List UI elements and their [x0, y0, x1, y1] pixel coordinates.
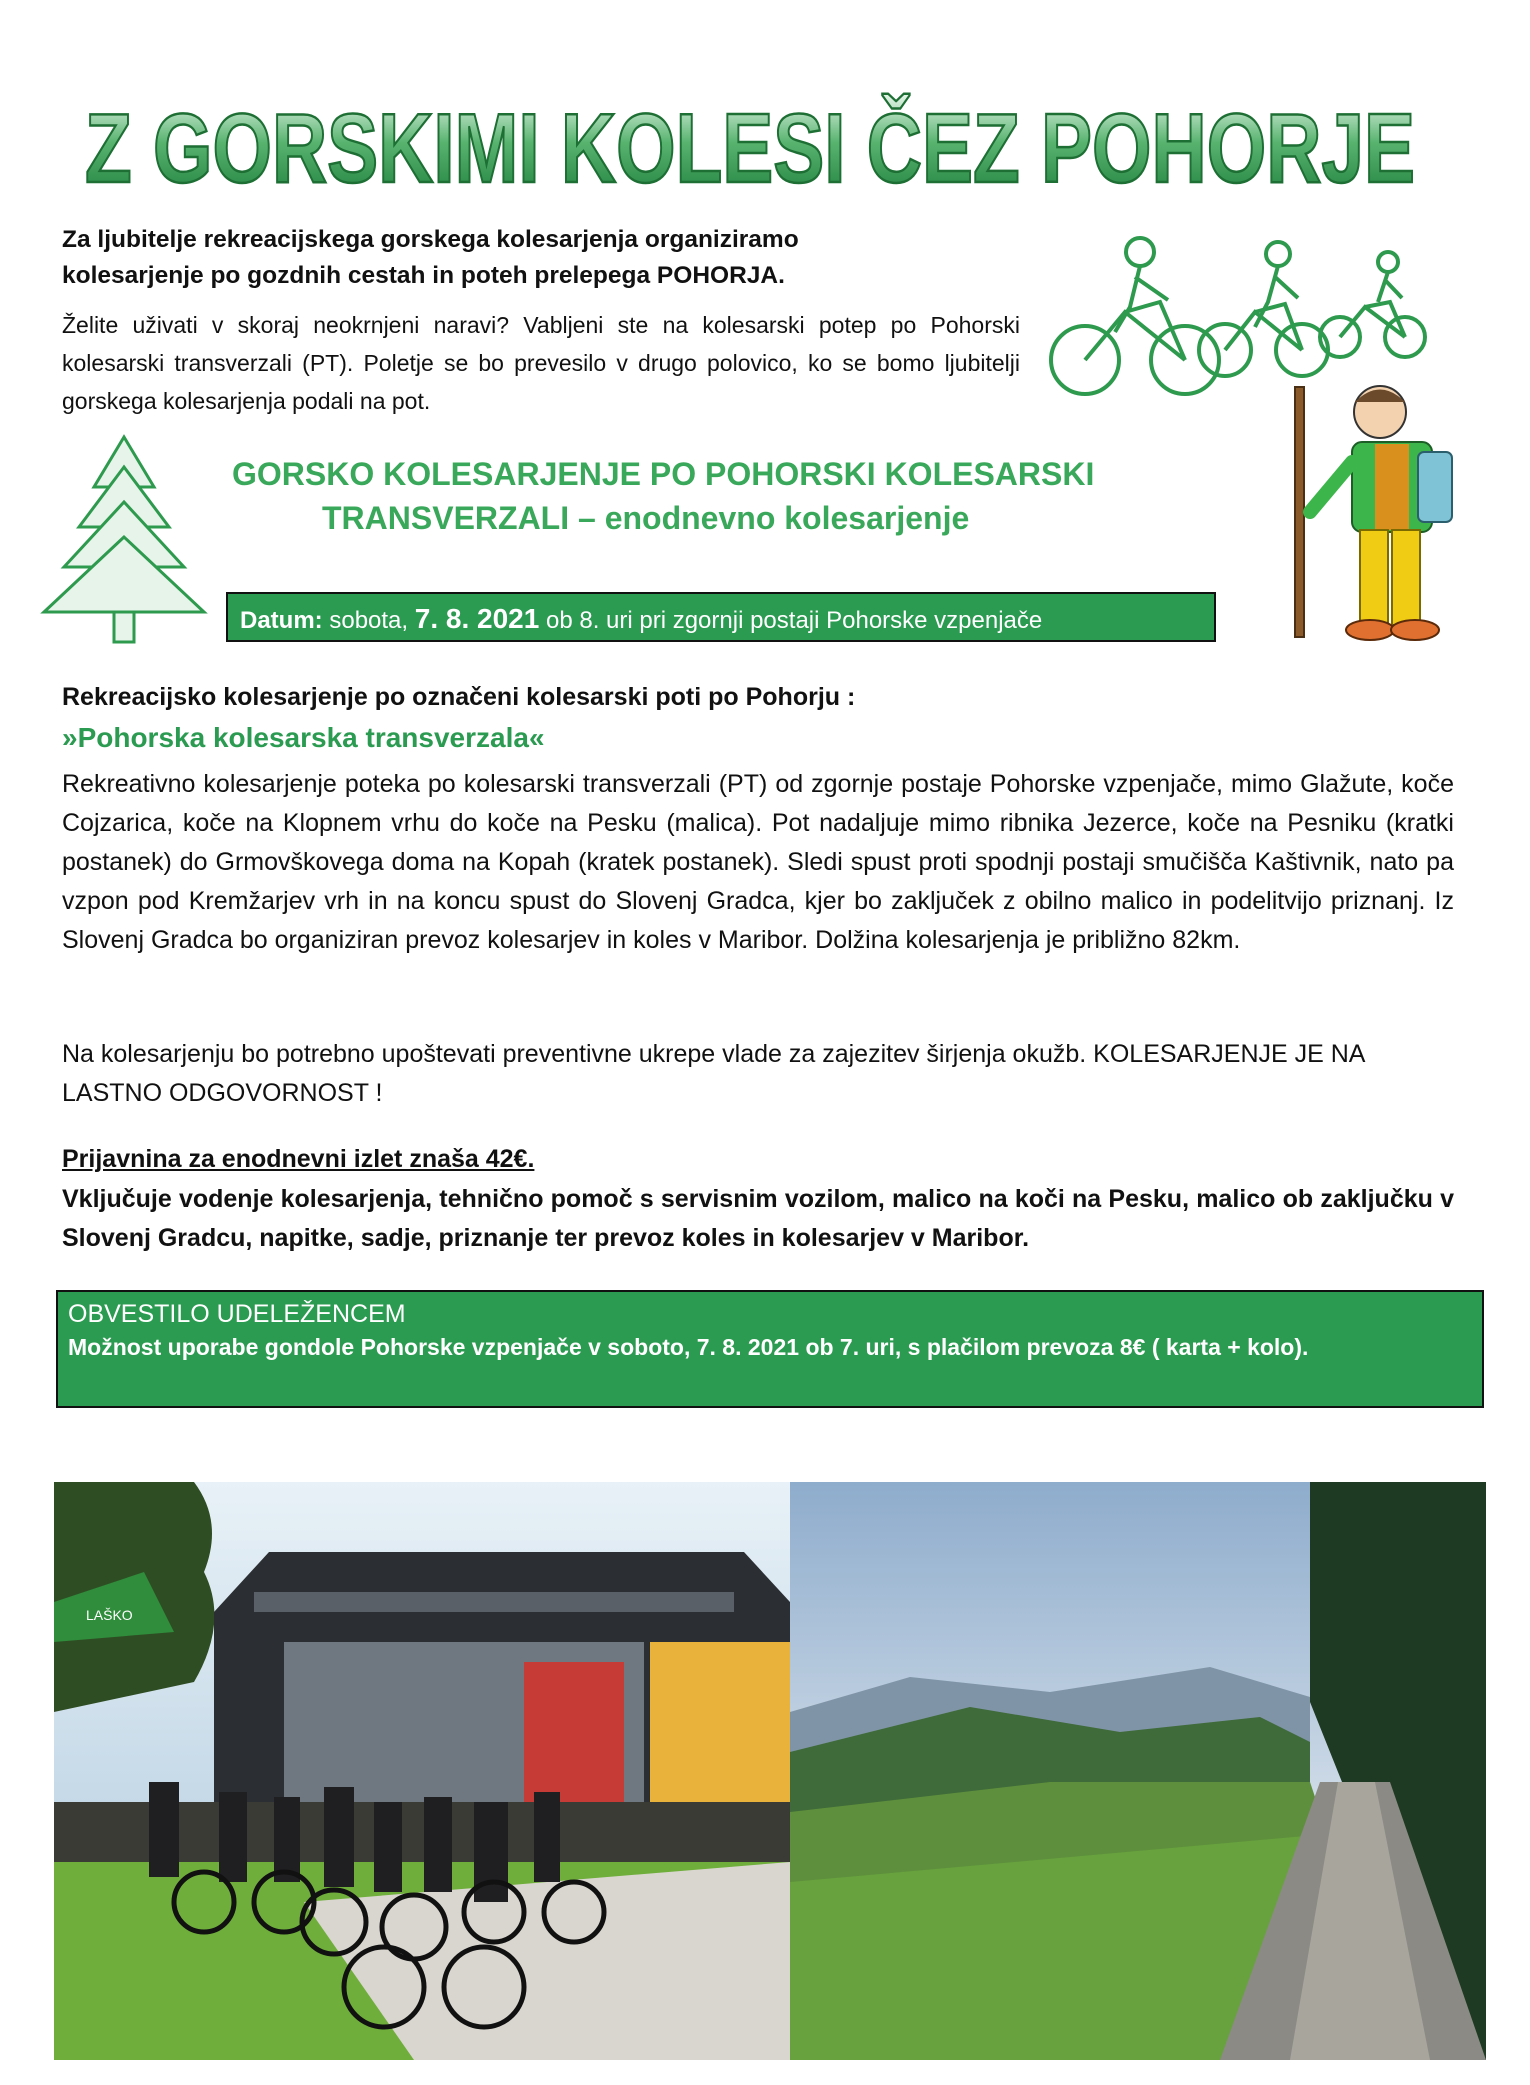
event-heading-line-1: GORSKO KOLESARJENJE PO POHORSKI KOLESARSKI: [232, 456, 1095, 492]
date-rest: ob 8. uri pri zgornji postaji Pohorske vzpenjače: [545, 607, 1043, 634]
notice-box: [56, 1290, 1484, 1408]
safety-note: Na kolesarjenju bo potrebno upoštevati preventivne ukrepe vlade za zajezitev širjenja okužb. KOLESARJENJE JE NA LASTNO ODGOVORNOST !: [62, 1040, 1365, 1107]
intro-bold-line-1: Za ljubitelje rekreacijskega gorskega kolesarjenja organiziramo: [62, 226, 799, 253]
event-heading: [232, 452, 1272, 540]
route-heading: Rekreacijsko kolesarjenje po označeni kolesarski poti po Pohorju :: [62, 683, 856, 711]
route-description: Rekreativno kolesarjenje poteka po kolesarski transverzali (PT) od zgornje postaje Pohorske vzpenjače, mimo Glažute, koče Cojzarica, koče na Klopnem vrhu do koče na Pesku (malica). Pot nadaljuje mimo ribnika Jezerce, koče na Pesniku (kratki postanek) do Grmovškovega doma na Kopah (kratek postanek). Sledi spust proti spodnji postaji smučišča Kaštivnik, nato pa vzpon pod Kremžarjev vrh in na koncu spust do Slovenj Gradca, kjer bo zaključek z obilno malico in podelitvijo priznanj. Iz Slovenj Gradca bo organiziran prevoz kolesarjev in koles v Maribor. Dolžina kolesarjenja je približno 82km.: [62, 770, 1454, 954]
svg-text:LAŠKO: LAŠKO: [86, 1607, 133, 1623]
notice-text: Možnost uporabe gondole Pohorske vzpenjače v soboto, 7. 8. 2021 ob 7. uri, s plačilom prevoza 8€ ( karta + kolo).: [68, 1334, 1309, 1360]
hiker-illustration: [1270, 372, 1470, 652]
fee-heading: Prijavnina za enodnevni izlet znaša 42€.: [62, 1145, 535, 1173]
date-day: sobota,: [329, 607, 409, 634]
photo-landscape-road: [790, 1482, 1486, 2060]
intro-paragraph: Želite uživati v skoraj neokrnjeni naravi? Vabljeni ste na kolesarski potep po Pohorski kolesarski transverzali (PT). Poletje se bo prevesilo v drugo polovico, ko se bomo ljubitelji gorskega kolesarjenja podali na pot.: [62, 312, 1020, 414]
intro-bold-line-2: kolesarjenje po gozdnih cestah in poteh prelepega POHORJA.: [62, 262, 785, 289]
date-value: 7. 8. 2021: [414, 603, 540, 634]
main-title: [70, 92, 1430, 212]
date-label: Datum:: [240, 607, 323, 634]
tree-illustration: [34, 432, 214, 650]
date-box: [226, 592, 1216, 642]
event-heading-line-2: TRANSVERZALI – enodnevno kolesarjenje: [322, 500, 970, 536]
fee-description: Vključuje vodenje kolesarjenja, tehnično pomoč s servisnim vozilom, malico na koči na Pesku, malico ob zaključku v Slovenj Gradcu, napitke, sadje, priznanje ter prevoz koles in kolesarjev v Maribor.: [62, 1185, 1454, 1252]
photo-gondola-station: [54, 1482, 790, 2060]
svg-text:Z GORSKIMI KOLESI ČEZ POHORJE: Z GORSKIMI KOLESI ČEZ POHORJE: [85, 93, 1415, 203]
notice-title: OBVESTILO UDELEŽENCEM: [68, 1300, 406, 1328]
intro-bold-text: [62, 222, 1022, 294]
route-name: »Pohorska kolesarska transverzala«: [62, 722, 545, 753]
